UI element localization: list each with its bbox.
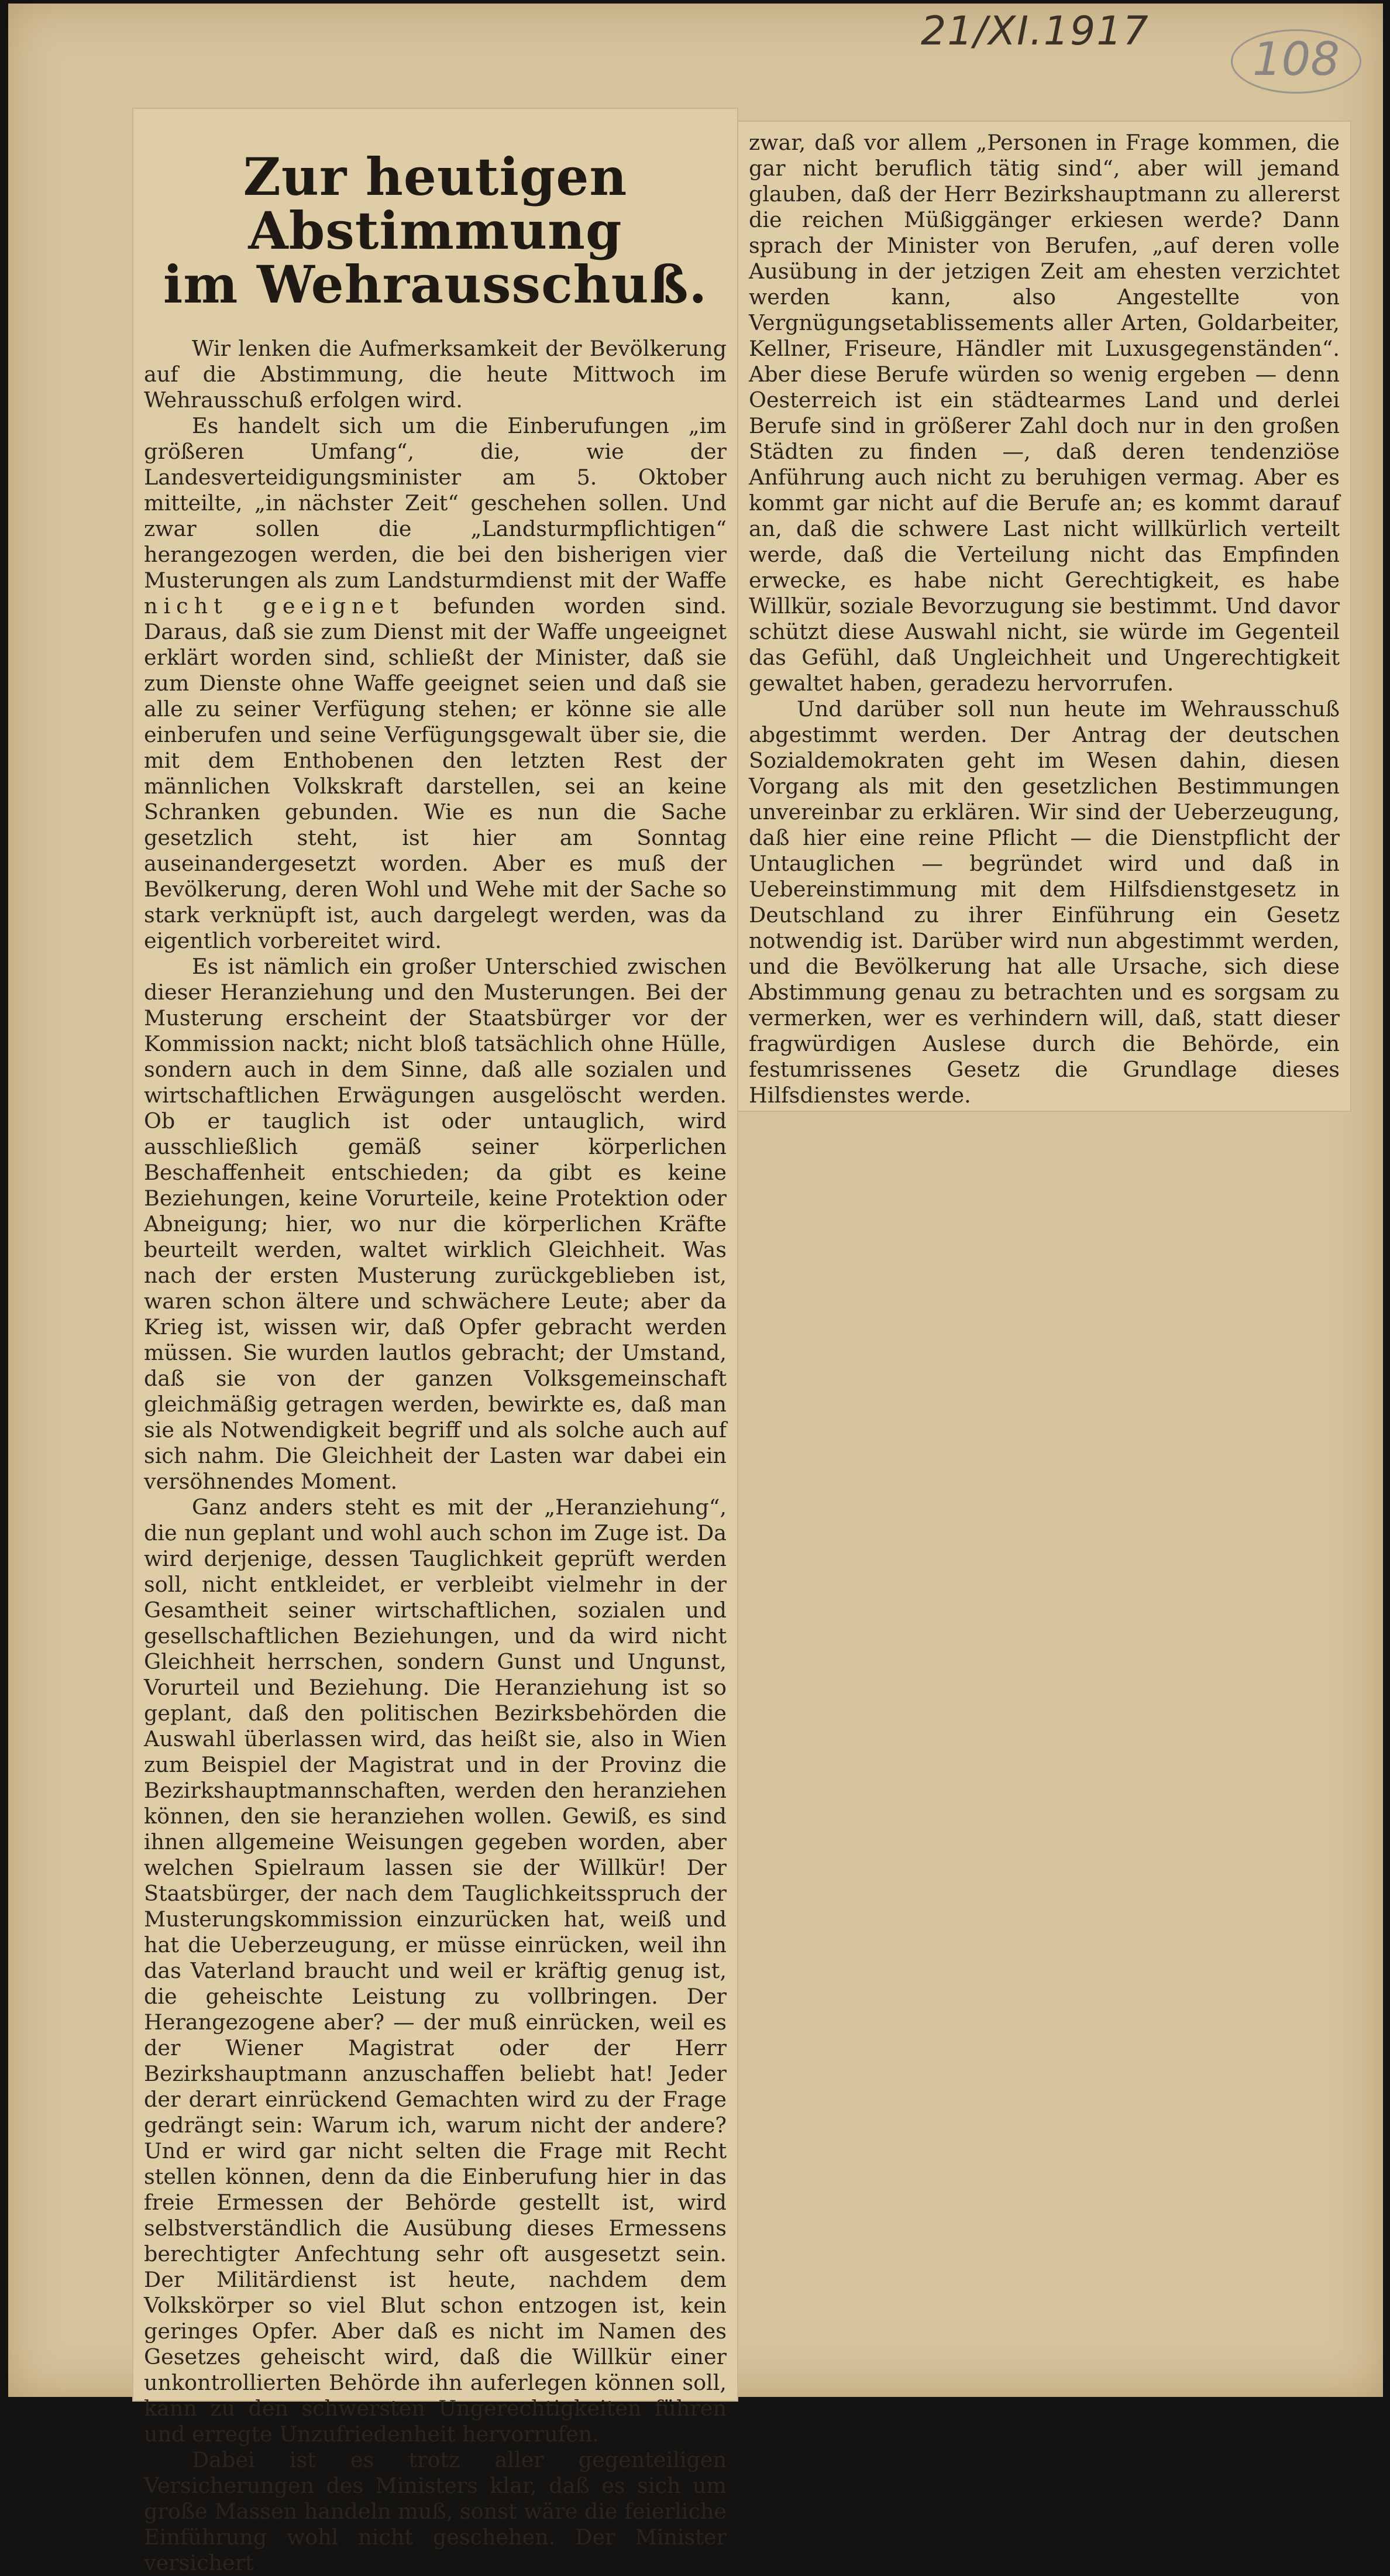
paragraph-2-text-a: Es handelt sich um die Einberufungen „im größeren Umfang“, die, wie der Landesverteidigungsminister am 5. Oktober mitteilte, „in nächster Zeit“ geschehen sollen. Und zwar sollen die „Landsturmpflichtigen“ herangezogen werden, die bei den bisherigen vier Musterungen als zum Landsturmdienst mit der Waffe [144,413,727,593]
handwritten-page-number: 108 [1231,29,1361,94]
paragraph-1: Wir lenken die Aufmerksamkeit der Bevölkerung auf die Abstimmung, die heute Mittwoch im Wehrausschuß erfolgen wird. [144,336,727,413]
emphasis-nicht-geeignet: nicht geeignet [144,593,404,619]
paragraph-6: Und darüber soll nun heute im Wehrausschuß abgestimmt werden. Der Antrag der deutschen Sozialdemokraten geht im Wesen dahin, diesen Vorgang als mit den gesetzlichen Bestimmungen unvereinbar zu erklären. Wir sind der Ueberzeugung, daß hier eine reine Pflicht — die Dienstpflicht der Untauglichen — begründet wird und daß in Uebereinstimmung mit dem Hilfsdienstgesetz in Deutschland zu ihrer Einführung ein Gesetz notwendig ist. Darüber wird nun abgestimmt werden, und die Bevölkerung hat alle Ursache, sich diese Abstimmung genau zu betrachten und es sorgsam zu vermerken, wer es verhindern will, daß, statt dieser fragwürdigen Auslese durch die Behörde, ein festumrissenes Gesetz die Grundlage dieses Hilfsdienstes werde. [749,696,1340,1108]
paragraph-2 [144,413,727,954]
archive-sheet [8,4,1383,2575]
paragraph-2-text-b: befunden worden sind. Daraus, daß sie zum Dienst mit der Waffe ungeeignet erklärt worden sind, schließt der Minister, daß sie zum Dienste ohne Waffe geeignet seien und daß sie alle zu seiner Verfügung stehen; er könne sie alle einberufen und seine Verfügungsgewalt über sie, die mit dem Enthobenen den letzten Rest der männlichen Volkskraft darstellen, sei an keine Schranken gebunden. Wie es nun die Sache gesetzlich steht, ist hier am Sonntag auseinandergesetzt worden. Aber es muß der Bevölkerung, deren Wohl und Wehe mit der Sache so stark verknüpft ist, auch dargelegt werden, was da eigentlich vorbereitet wird. [144,593,727,953]
newspaper-clipping-right-column [737,121,1351,1112]
headline-line-2: im Wehrausschuß. [163,254,708,315]
handwritten-date: 21/XI.1917 [921,8,1150,54]
paragraph-5: Dabei ist es trotz aller gegenteiligen Versicherungen des Ministers klar, daß es sich um große Massen handeln muß, sonst wäre die feierliche Einführung wohl nicht geschehen. Der Minister versichert [144,2447,727,2575]
paragraph-5-continued: zwar, daß vor allem „Personen in Frage kommen, die gar nicht beruflich tätig sind“, aber will jemand glauben, daß der Herr Bezirkshauptmann zu allererst die reichen Müßiggänger erkiesen werde? Dann sprach der Minister von Berufen, „auf deren volle Ausübung in der jetzigen Zeit am ehesten verzichtet werden kann, also Angestellte von Vergnügungsetablissements aller Arten, Goldarbeiter, Kellner, Friseure, Händler mit Luxusgegenständen“. Aber diese Berufe würden so wenig ergeben — denn Oesterreich ist ein städtearmes Land und derlei Berufe sind in größerer Zahl doch nur in den großen Städten zu finden —, daß deren tendenziöse Anführung auch nicht zu beruhigen vermag. Aber es kommt gar nicht auf die Berufe an; es kommt darauf an, daß die schwere Last nicht willkürlich verteilt werde, daß die Verteilung nicht das Empfinden erwecke, es habe nicht Gerechtigkeit, es habe Willkür, soziale Bevorzugung sie bestimmt. Und davor schützt diese Auswahl nicht, sie würde im Gegenteil das Gefühl, daß Ungleichheit und Ungerechtigkeit gewaltet haben, geradezu hervorrufen. [749,130,1340,696]
newspaper-clipping-left-column [132,108,738,2575]
headline-line-1: Zur heutigen Abstimmung [243,146,628,261]
paragraph-3: Es ist nämlich ein großer Unterschied zwischen dieser Heranziehung und den Musterungen. Bei der Musterung erscheint der Staatsbürger vor der Kommission nackt; nicht bloß tatsächlich ohne Hülle, sondern auch in dem Sinne, daß alle sozialen und wirtschaftlichen Erwägungen ausgelöscht werden. Ob er tauglich ist oder untauglich, wird ausschließlich gemäß seiner körperlichen Beschaffenheit entschieden; da gibt es keine Beziehungen, keine Vorurteile, keine Protektion oder Abneigung; hier, wo nur die körperlichen Kräfte beurteilt werden, waltet wirklich Gleichheit. Was nach der ersten Musterung zurückgeblieben ist, waren schon ältere und schwächere Leute; aber da Krieg ist, wissen wir, daß Opfer gebracht werden müssen. Sie wurden lautlos gebracht; der Umstand, daß sie von der ganzen Volksgemeinschaft gleichmäßig getragen werden, bewirkte es, daß man sie als Notwendigkeit begriff und als solche auch auf sich nahm. Die Gleichheit der Lasten war dabei ein versöhnendes Moment. [144,954,727,1494]
article-column-2 [749,130,1340,1111]
article-column-1 [144,117,727,2575]
article-headline [144,146,727,315]
paragraph-4: Ganz anders steht es mit der „Heranziehung“, die nun geplant und wohl auch schon im Zuge ist. Da wird derjenige, dessen Tauglichkeit geprüft werden soll, nicht entkleidet, er verbleibt vielmehr in der Gesamtheit seiner wirtschaftlichen, sozialen und gesellschaftlichen Beziehungen, und da wird nicht Gleichheit herrschen, sondern Gunst und Ungunst, Vorurteil und Beziehung. Die Heranziehung ist so geplant, daß den politischen Bezirksbehörden die Auswahl überlassen wird, das heißt sie, also in Wien zum Beispiel der Magistrat und in der Provinz die Bezirkshauptmannschaften, werden den heranziehen können, den sie heranziehen wollen. Gewiß, es sind ihnen allgemeine Weisungen gegeben worden, aber welchen Spielraum lassen sie der Willkür! Der Staatsbürger, der nach dem Tauglichkeitsspruch der Musterungskommission einzurücken hat, weiß und hat die Ueberzeugung, er müsse einrücken, weil ihn das Vaterland braucht und weil er kräftig genug ist, die geheischte Leistung zu vollbringen. Der Herangezogene aber? — der muß einrücken, weil es der Wiener Magistrat oder der Herr Bezirkshauptmann anzuschaffen beliebt hat! Jeder der derart einrückend Gemachten wird zu der Frage gedrängt sein: Warum ich, warum nicht der andere? Und er wird gar nicht selten die Frage mit Recht stellen können, denn da die Einberufung hier in das freie Ermessen der Behörde gestellt ist, wird selbstverständlich die Ausübung dieses Ermessens berechtigter Anfechtung sehr oft ausgesetzt sein. Der Militärdienst ist heute, nachdem dem Volkskörper so viel Blut schon entzogen ist, kein geringes Opfer. Aber daß es nicht im Namen des Gesetzes geheischt wird, daß die Willkür einer unkontrollierten Behörde ihn auferlegen können soll, kann zu den schwersten Ungerechtigkeiten führen und erregte Unzufriedenheit hervorrufen. [144,1495,727,2447]
